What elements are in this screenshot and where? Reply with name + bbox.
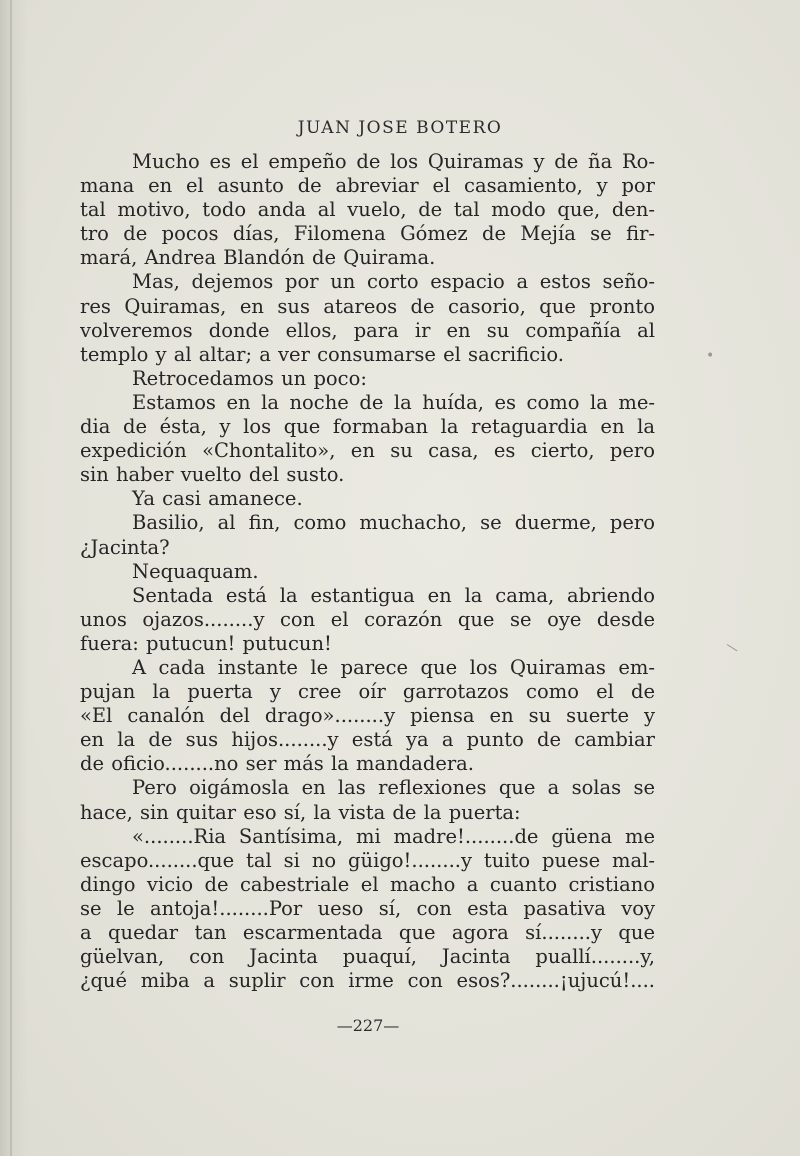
page-binding-edge [0,0,28,1156]
page-number: —227— [336,1016,400,1035]
text-line: hace, sin quitar eso sí, la vista de la puerta: [80,800,521,824]
speck-mark: • [706,348,715,364]
text-line: expedición «Chontalito», en su casa, es cierto, pero [80,439,655,463]
text-line: «El canalón del drago»........y piensa en su suerte y [80,704,655,728]
text-line: res Quiramas, en sus atareos de casorio, que pronto [80,294,655,318]
text-line: güelvan, con Jacinta puaquí, Jacinta puallí........y, [80,945,655,969]
text-line: Nequaquam. [132,559,259,583]
text-line: Sentada está la estantigua en la cama, abriendo [132,583,655,607]
page-body-text [80,150,655,993]
text-line: Basilio, al fin, como muchacho, se duerme, pero [132,511,655,535]
text-line: dingo vicio de cabestriale el macho a cuanto cristiano [80,872,655,896]
text-line: unos ojazos........y con el corazón que se oye desde [80,607,655,631]
pencil-mark: \ [725,640,740,656]
text-line: ¿qué miba a suplir con irme con esos?........¡ujucú!.... [80,969,655,993]
text-line: «........Ria Santísima, mi madre!........de güena me [132,824,655,848]
text-line: tro de pocos días, Filomena Gómez de Mejía se fir- [80,222,655,246]
text-line: volveremos donde ellos, para ir en su compañía al [80,318,655,342]
text-line: sin haber vuelto del susto. [80,463,345,487]
text-line: templo y al altar; a ver consumarse el sacrificio. [80,342,564,366]
text-line: tal motivo, todo anda al vuelo, de tal modo que, den- [80,198,655,222]
text-line: en la de sus hijos........y está ya a punto de cambiar [80,728,655,752]
text-line: escapo........que tal si no güigo!........y tuito puese mal- [80,848,655,872]
text-line: ¿Jacinta? [80,535,170,559]
text-line: Mucho es el empeño de los Quiramas y de ña Ro- [132,150,655,173]
binding-line [10,0,12,1156]
text-line: dia de ésta, y los que formaban la retaguardia en la [80,415,655,439]
text-line: A cada instante le parece que los Quiramas em- [132,655,655,679]
text-line: pujan la puerta y cree oír garrotazos como el de [80,680,655,704]
text-line: Mas, dejemos por un corto espacio a estos seño- [132,270,655,294]
text-line: mará, Andrea Blandón de Quirama. [80,246,436,270]
text-line: mana en el asunto de abreviar el casamiento, y por [80,174,655,198]
text-line: se le antoja!........Por ueso sí, con esta pasativa voy [80,896,655,920]
text-line: fuera: putucun! putucun! [80,631,332,655]
text-line: Pero oigámosla en las reflexiones que a solas se [132,776,655,800]
text-line: de oficio........no ser más la mandadera. [80,752,475,776]
running-head: JUAN JOSE BOTERO [297,118,503,138]
text-line: a quedar tan escarmentada que agora sí........y que [80,921,655,944]
text-line: Ya casi amanece. [132,487,303,511]
text-line: Retrocedamos un poco: [132,366,367,390]
text-line: Estamos en la noche de la huída, es como la me- [132,390,655,414]
